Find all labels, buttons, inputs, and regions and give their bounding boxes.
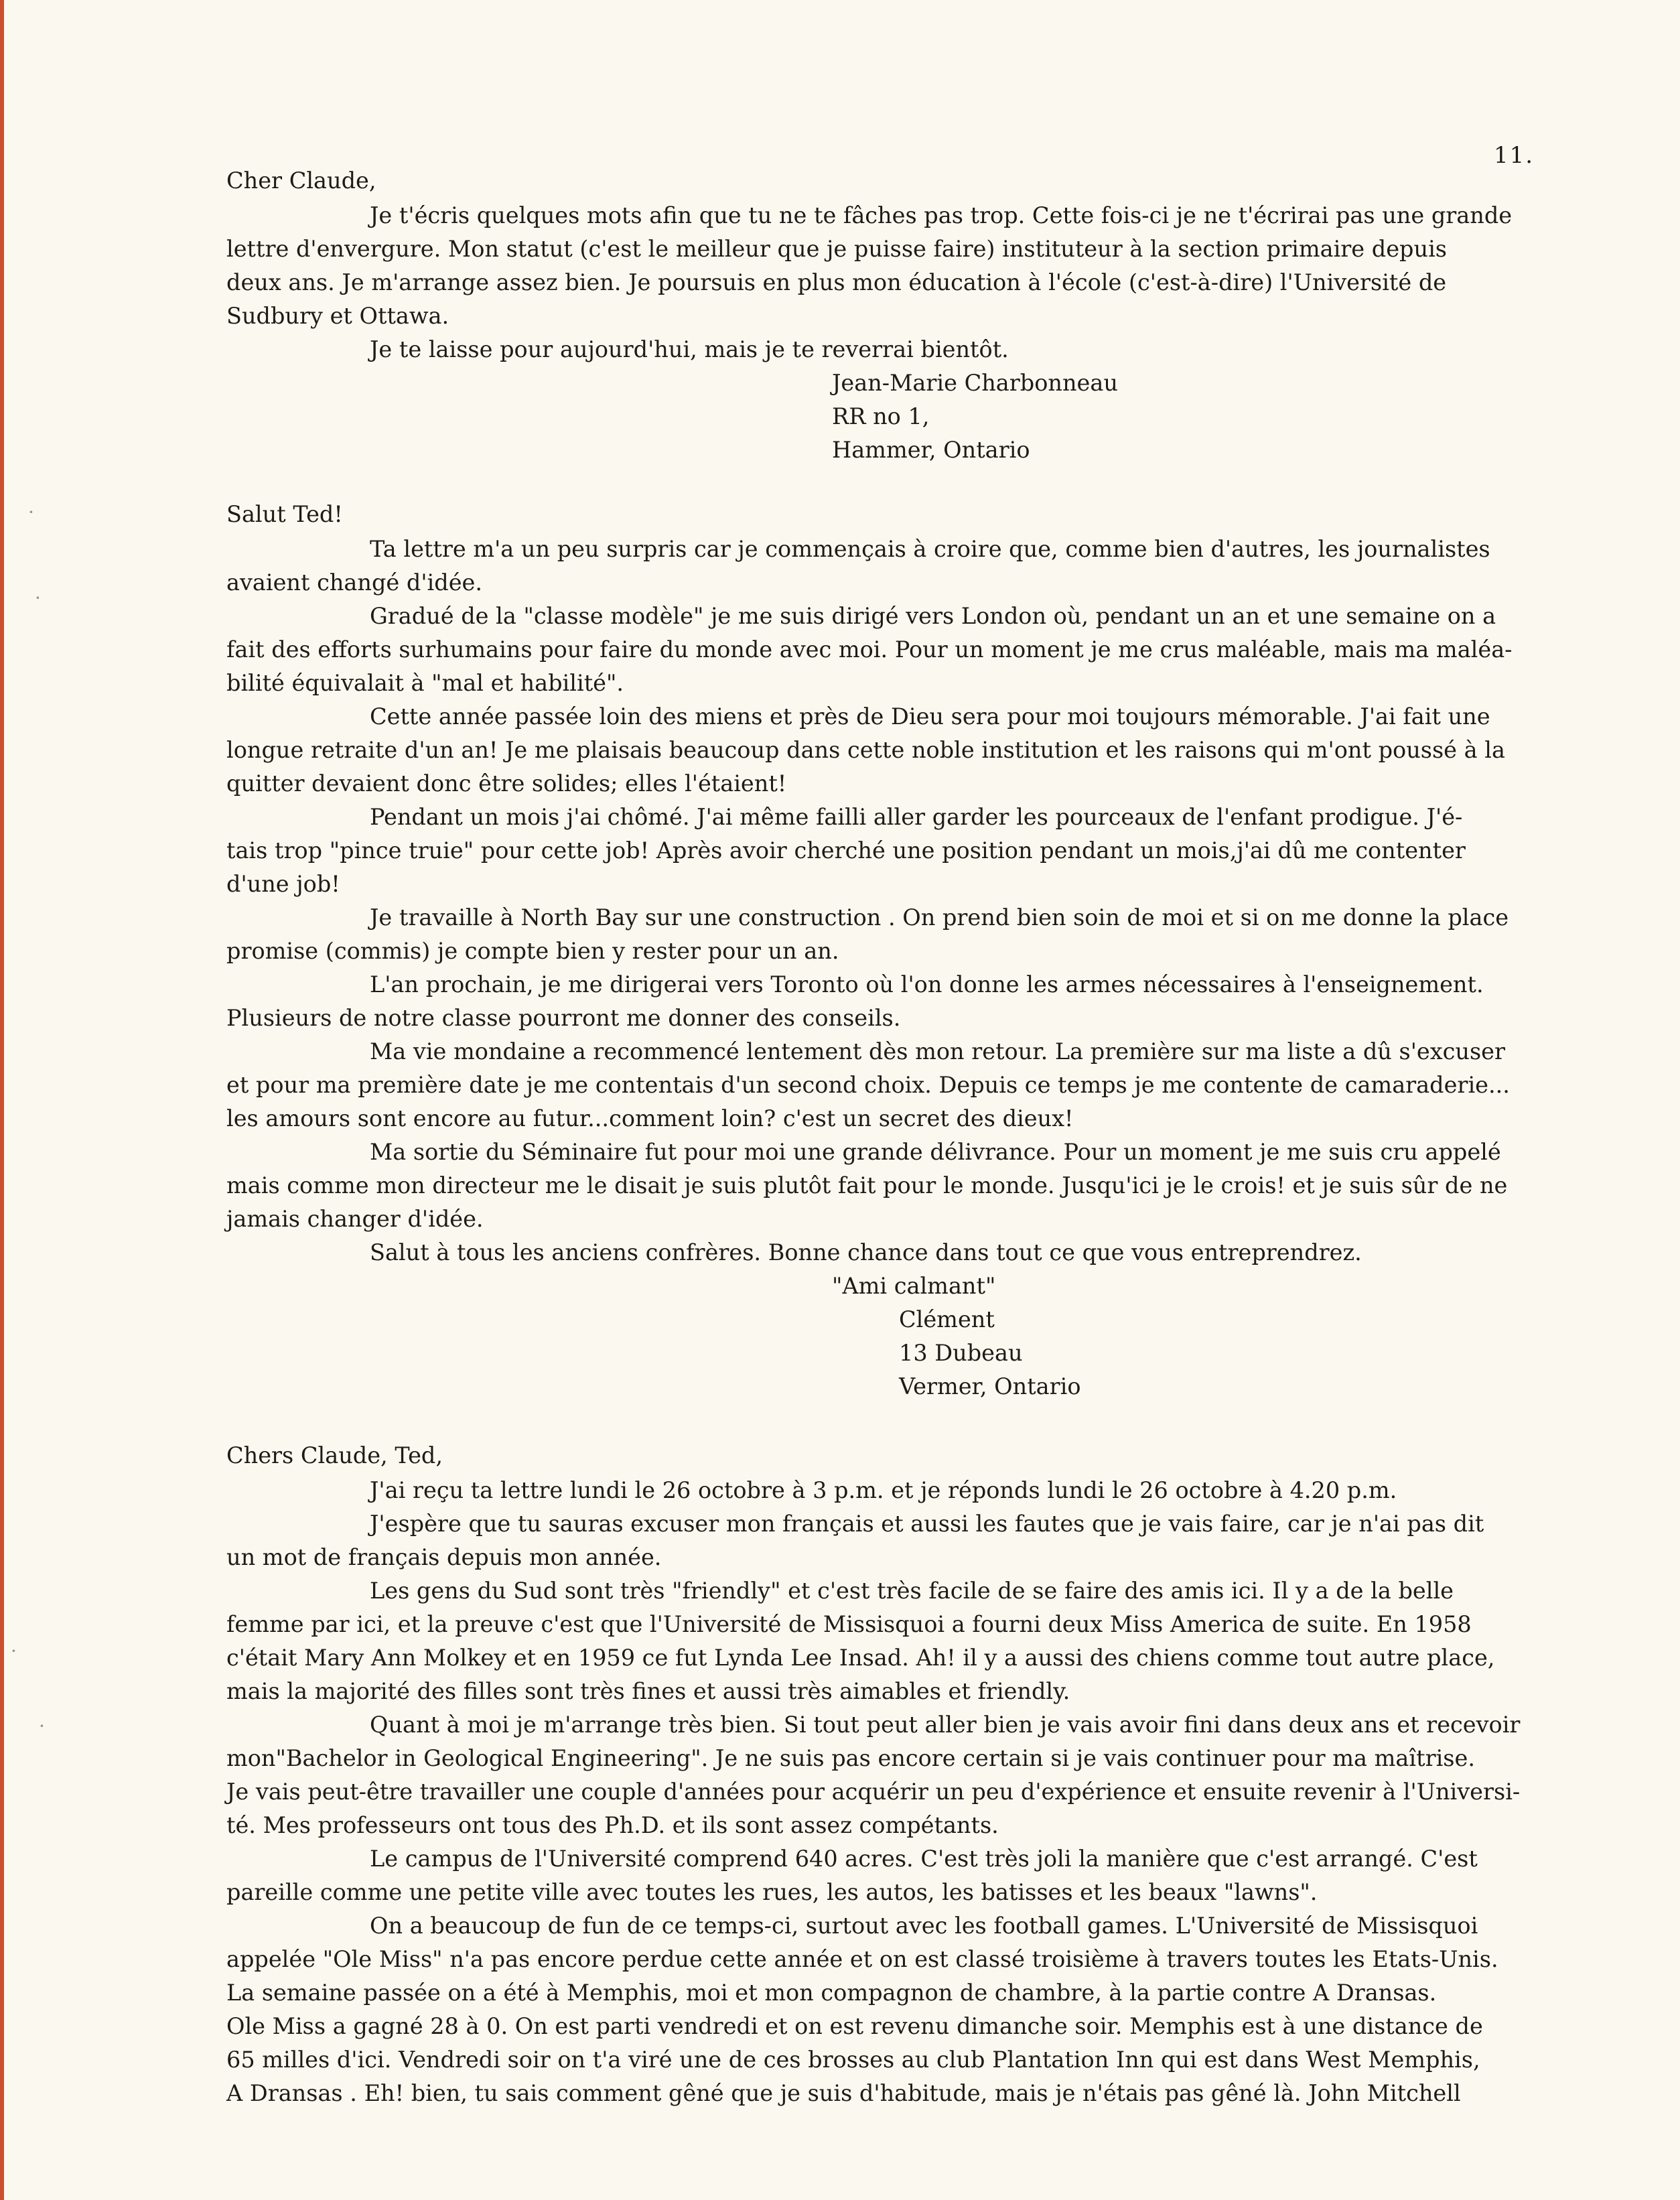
letter-line: c'était Mary Ann Molkey et en 1959 ce fut Lynda Lee Insad. Ah! il y a aussi des chiens comme tout autre place, — [226, 1645, 1495, 1671]
letter-line: avaient changé d'idée. — [226, 569, 483, 596]
letter-line: 65 milles d'ici. Vendredi soir on t'a viré une de ces brosses au club Plantation Inn qui est dans West Memphis, — [226, 2047, 1480, 2073]
letter-line: promise (commis) je compte bien y rester pour un an. — [226, 938, 839, 964]
letter-line: Salut à tous les anciens confrères. Bonne chance dans tout ce que vous entreprendrez. — [370, 1239, 1362, 1265]
letter-line: longue retraite d'un an! Je me plaisais beaucoup dans cette noble institution et les raisons qui m'ont poussé à la — [226, 737, 1505, 763]
letter-line: Ma sortie du Séminaire fut pour moi une grande délivrance. Pour un moment je me suis cru appelé — [370, 1139, 1501, 1165]
letter-line: Ma vie mondaine a recommencé lentement dès mon retour. La première sur ma liste a dû s'excuser — [370, 1038, 1506, 1064]
letter-jean-marie — [226, 164, 1533, 467]
letter-line: L'an prochain, je me dirigerai vers Toronto où l'on donne les armes nécessaires à l'enseignement. — [370, 971, 1484, 998]
letter-line: mais la majorité des filles sont très fines et aussi très aimables et friendly. — [226, 1678, 1070, 1704]
margin-mark: · — [35, 587, 41, 609]
signature-line: "Ami calmant" — [832, 1273, 996, 1299]
letter-line: Gradué de la "classe modèle" je me suis dirigé vers London où, pendant un an et une semaine on a — [370, 603, 1496, 629]
letter-line: J'ai reçu ta lettre lundi le 26 octobre à 3 p.m. et je réponds lundi le 26 octobre à 4.20 p.m. — [370, 1477, 1397, 1503]
letter-line: Plusieurs de notre classe pourront me donner des conseils. — [226, 1005, 901, 1031]
letter-line: mon"Bachelor in Geological Engineering". Je ne suis pas encore certain si je vais continuer pour ma maîtrise. — [226, 1745, 1475, 1771]
letter-line: J'espère que tu sauras excuser mon français et aussi les fautes que je vais faire, car je n'ai pas dit — [370, 1511, 1484, 1537]
letter-line: bilité équivalait à "mal et habilité". — [226, 670, 624, 696]
letter-line: Sudbury et Ottawa. — [226, 303, 449, 329]
letter-line: Le campus de l'Université comprend 640 acres. C'est très joli la manière que c'est arrangé. C'est — [370, 1846, 1478, 1872]
signature-line: Jean-Marie Charbonneau — [832, 370, 1118, 396]
signature-line: 13 Dubeau — [899, 1340, 1023, 1366]
page-edge-line — [0, 0, 4, 2200]
letter-line: Je travaille à North Bay sur une construction . On prend bien soin de moi et si on me donne la place — [370, 904, 1509, 931]
letter-line: femme par ici, et la preuve c'est que l'Université de Missisquoi a fourni deux Miss America de suite. En 1958 — [226, 1611, 1472, 1637]
letter-line: Je vais peut-être travailler une couple d'années pour acquérir un peu d'expérience et ensuite revenir à l'Universi- — [226, 1779, 1521, 1805]
letter-greeting: Chers Claude, Ted, — [226, 1442, 443, 1468]
margin-mark: · — [39, 1715, 45, 1737]
letter-greeting: Salut Ted! — [226, 501, 343, 527]
letter-clement — [226, 498, 1533, 1403]
letter-line: Les gens du Sud sont très "friendly" et c'est très facile de se faire des amis ici. Il y a de la belle — [370, 1578, 1454, 1604]
letter-line: Pendant un mois j'ai chômé. J'ai même failli aller garder les pourceaux de l'enfant prodigue. J'é- — [370, 804, 1463, 830]
letter-line: Cette année passée loin des miens et près de Dieu sera pour moi toujours mémorable. J'ai fait une — [370, 703, 1490, 730]
signature-line: Hammer, Ontario — [832, 437, 1030, 463]
letter-line: un mot de français depuis mon année. — [226, 1544, 662, 1570]
letter-line: pareille comme une petite ville avec toutes les rues, les autos, les batisses et les beaux "lawns". — [226, 1879, 1318, 1905]
letter-line: appelée "Ole Miss" n'a pas encore perdue cette année et on est classé troisième à travers toutes les Etats-Unis. — [226, 1946, 1498, 1972]
letter-line: mais comme mon directeur me le disait je suis plutôt fait pour le monde. Jusqu'ici je le crois! et je suis sûr de ne — [226, 1172, 1508, 1198]
signature-line: Clément — [899, 1306, 995, 1332]
letter-line: quitter devaient donc être solides; elles l'étaient! — [226, 770, 787, 797]
letter-line: té. Mes professeurs ont tous des Ph.D. et ils sont assez compétants. — [226, 1812, 999, 1838]
letter-line: tais trop "pince truie" pour cette job! Après avoir cherché une position pendant un mois,j'ai dû me contenter — [226, 837, 1466, 864]
signature-line: Vermer, Ontario — [899, 1373, 1081, 1399]
letter-line: lettre d'envergure. Mon statut (c'est le meilleur que je puisse faire) instituteur à la section primaire depuis — [226, 236, 1447, 262]
margin-mark: · — [28, 501, 34, 523]
signature-line: RR no 1, — [832, 403, 930, 429]
letter-line: La semaine passée on a été à Memphis, moi et mon compagnon de chambre, à la partie contre A Dransas. — [226, 1980, 1437, 2006]
letter-line: Je te laisse pour aujourd'hui, mais je te reverrai bientôt. — [370, 336, 1009, 362]
letter-line: Ole Miss a gagné 28 à 0. On est parti vendredi et on est revenu dimanche soir. Memphis est à une distance de — [226, 2013, 1483, 2039]
letter-line: On a beaucoup de fun de ce temps-ci, surtout avec les football games. L'Université de Missisquoi — [370, 1913, 1478, 1939]
letter-line: Quant à moi je m'arrange très bien. Si tout peut aller bien je vais avoir fini dans deux ans et recevoir — [370, 1712, 1521, 1738]
letter-line: d'une job! — [226, 871, 340, 897]
letter-chers-claude-ted — [226, 1439, 1533, 2110]
margin-mark: · — [11, 1640, 17, 1662]
letter-line: Je t'écris quelques mots afin que tu ne te fâches pas trop. Cette fois-ci je ne t'écrirai pas une grande — [370, 202, 1513, 228]
letter-line: deux ans. Je m'arrange assez bien. Je poursuis en plus mon éducation à l'école (c'est-à-dire) l'Université de — [226, 269, 1447, 295]
letter-line: et pour ma première date je me contentais d'un second choix. Depuis ce temps je me contente de camaraderie... — [226, 1072, 1510, 1098]
letter-line: fait des efforts surhumains pour faire du monde avec moi. Pour un moment je me crus maléable, mais ma maléa- — [226, 636, 1513, 663]
page-number: 11. — [1494, 142, 1535, 169]
letter-greeting: Cher Claude, — [226, 167, 376, 194]
letter-line: jamais changer d'idée. — [226, 1206, 484, 1232]
letter-line: A Dransas . Eh! bien, tu sais comment gêné que je suis d'habitude, mais je n'étais pas gêné là. John Mitchell — [226, 2080, 1461, 2106]
letter-line: Ta lettre m'a un peu surpris car je commençais à croire que, comme bien d'autres, les journalistes — [370, 536, 1490, 562]
letter-line: les amours sont encore au futur...comment loin? c'est un secret des dieux! — [226, 1105, 1074, 1131]
